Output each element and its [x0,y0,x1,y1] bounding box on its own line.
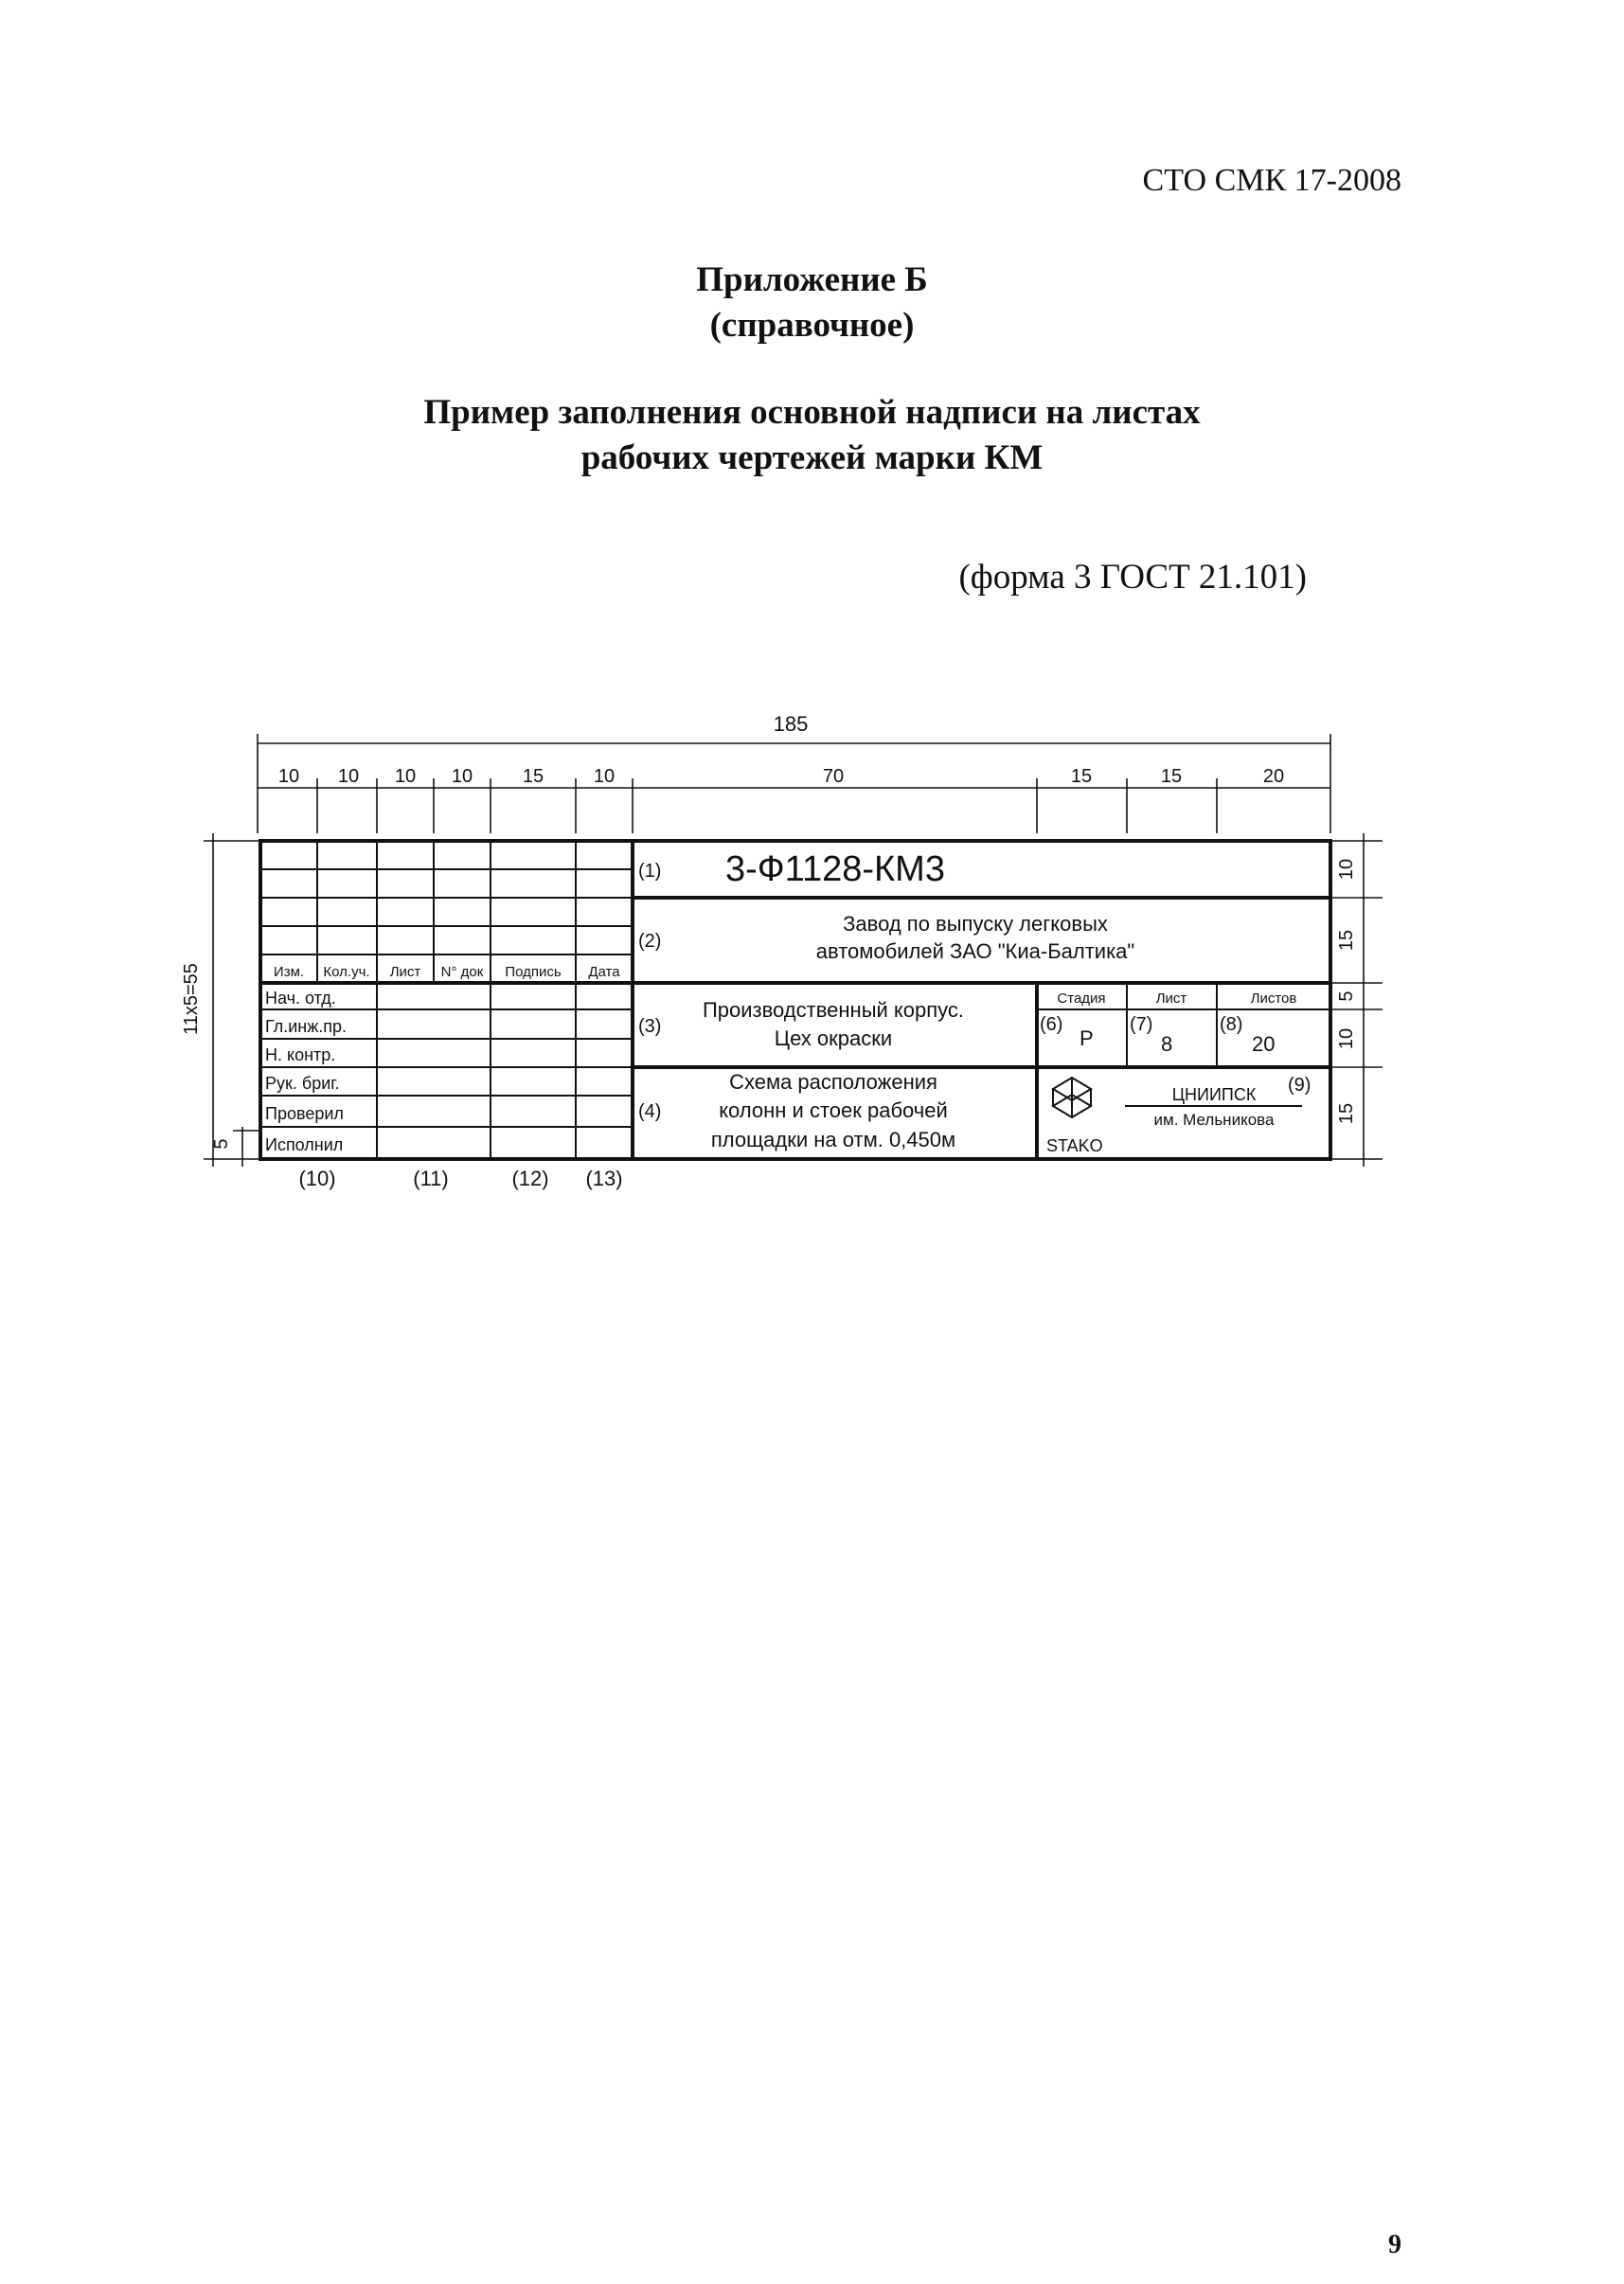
right-dimensions [1330,833,1383,1167]
role-norm-control: Н. контр. [265,1045,336,1064]
role-team-lead: Рук. бриг. [265,1074,340,1093]
role-checked: Проверил [265,1104,344,1123]
dim-col-1: 10 [277,766,300,787]
dim-col-5: 15 [522,766,544,787]
sheet-marker: (7) [1130,1014,1153,1035]
org-marker: (9) [1288,1075,1312,1096]
org-subname: им. Мельникова [1153,1111,1275,1129]
logo-text: STAKO [1046,1136,1103,1155]
field-4-marker: (4) [638,1101,662,1122]
stage-value: Р [1080,1026,1094,1050]
field-2-line-1: Завод по выпуску легковых [843,912,1108,936]
head-label-sign: Подпись [505,964,562,980]
field-4-line-1: Схема расположения [729,1070,937,1094]
head-label-docno: N° док [440,964,484,980]
field-2-line-2: автомобилей ЗАО "Киа-Балтика" [815,939,1135,963]
top-dimensions [258,712,1330,833]
sheets-value: 20 [1252,1032,1276,1056]
bottom-marker-10: (10) [298,1167,336,1190]
dim-row-2: 15 [1336,929,1357,952]
stage-marker: (6) [1040,1014,1063,1035]
stage-label: Стадия [1057,990,1106,1007]
dim-left-total: 11x5=55 [181,963,202,1035]
dim-col-7: 70 [822,766,845,787]
field-3-line-2: Цех окраски [774,1026,893,1050]
head-label-qty: Кол.уч. [323,964,370,980]
bottom-marker-12: (12) [511,1167,549,1190]
bottom-marker-13: (13) [585,1167,623,1190]
heading-line-2: рабочих чертежей марки КМ [580,438,1044,477]
stamp-head-labels [274,964,620,980]
field-1-marker: (1) [638,861,662,882]
field-4-line-2: колонн и стоек рабочей [719,1098,948,1122]
org-name: ЦНИИПСК [1171,1085,1257,1104]
sheets-marker: (8) [1220,1014,1243,1035]
appendix-subtitle: (справочное) [709,306,915,345]
sheet-label: Лист [1155,990,1187,1007]
document-code: СТО СМК 17-2008 [1142,163,1401,198]
dim-col-2: 10 [337,766,360,787]
field-1-designation: 3-Ф1128-КМ3 [725,849,945,889]
form-reference: (форма 3 ГОСТ 21.101) [958,558,1307,597]
page-number: 9 [1388,2230,1401,2259]
head-label-sheet: Лист [389,964,421,980]
stako-logo [1053,1078,1091,1117]
role-head-dept: Нач. отд. [265,989,336,1008]
dim-col-10: 20 [1262,766,1285,787]
left-dimensions [181,833,260,1167]
field-3-marker: (3) [638,1016,662,1037]
dim-row-5: 15 [1336,1102,1357,1125]
dim-col-8: 15 [1070,766,1093,787]
field-3-line-1: Производственный корпус. [702,998,965,1022]
role-executed: Исполнил [265,1135,344,1154]
sheet-value: 8 [1161,1032,1173,1056]
dim-row-3: 5 [1336,990,1357,1002]
field-2-marker: (2) [638,931,662,952]
sheets-label: Листов [1250,990,1297,1007]
dim-row-4: 10 [1336,1027,1357,1050]
dim-row-1: 10 [1336,858,1357,881]
dim-col-3: 10 [394,766,417,787]
heading-line-1: Пример заполнения основной надписи на листах [423,393,1201,432]
dim-col-6: 10 [593,766,616,787]
bottom-marker-11: (11) [413,1167,449,1190]
role-chief-eng: Гл.инж.пр. [265,1017,348,1036]
appendix-title: Приложение Б [696,260,928,299]
stamp-roles [265,989,347,1154]
dim-left-row: 5 [211,1138,232,1150]
field-4-line-3: площадки на отм. 0,450м [710,1128,956,1151]
dim-total: 185 [773,712,809,736]
dim-col-9: 15 [1160,766,1183,787]
dim-col-4: 10 [451,766,473,787]
head-label-rev: Изм. [273,964,305,980]
head-label-date: Дата [588,964,620,980]
